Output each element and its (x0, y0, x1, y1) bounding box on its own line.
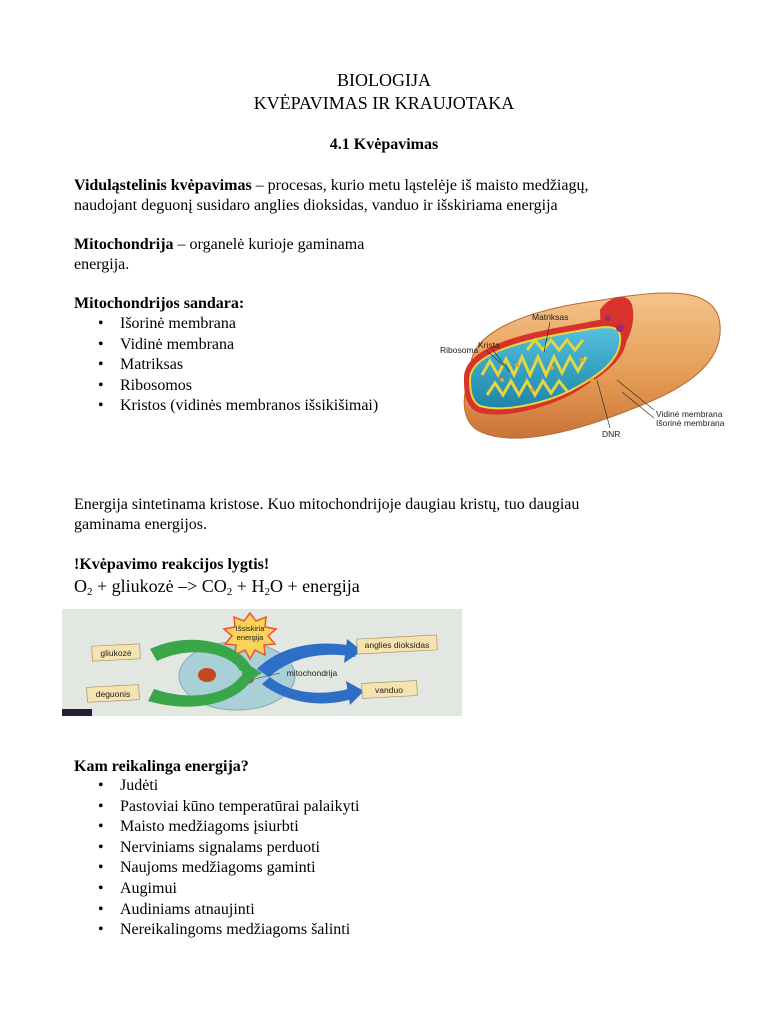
eq-h-sub: 2 (264, 586, 270, 598)
definition-mitochondria-line2: energija. (74, 256, 130, 273)
definition-mitochondria-line1 (74, 235, 364, 255)
label-ribosome: Ribosoma (440, 345, 479, 355)
list-item: • Pastoviai kūno temperatūrai palaikyti (74, 797, 360, 818)
structure-heading: Mitochondrijos sandara: (74, 295, 245, 312)
list-item: • Nereikalingoms medžiagoms šalinti (74, 920, 360, 941)
term-respiration: Viduląstelinis kvėpavimas (74, 177, 252, 194)
definition-mitochondria (74, 235, 364, 275)
figure-corner-mark (62, 709, 92, 716)
energy-label-line2: energija (236, 633, 264, 642)
eq-co-sub: 2 (226, 586, 233, 598)
label-outer-membrane: Išorinė membrana (656, 418, 725, 428)
list-item: • Maisto medžiagoms įsiurbti (74, 817, 360, 838)
label-inner-membrane: Vidinė membrana (656, 409, 723, 419)
energy-label-line1: Išsiskiria (235, 624, 265, 633)
term-mitochondria: Mitochondrija (74, 236, 174, 253)
eq-o-sub: 2 (87, 586, 93, 598)
eq-o: O (74, 576, 87, 596)
doc-title-line2: KVĖPAVIMAS IR KRAUJOTAKA (253, 93, 515, 113)
list-item: • Ribosomos (74, 376, 378, 397)
respiration-diagram (62, 609, 462, 716)
co2-label: anglies dioksidas (364, 640, 430, 650)
eq-part3: O + energija (269, 576, 360, 596)
definition-respiration-line1 (74, 176, 588, 196)
equation-line (74, 575, 360, 597)
definition-respiration-text: – procesas, kurio metu ląstelėje iš maisto medžiagų, (251, 177, 589, 194)
label-dna: DNR (602, 429, 621, 439)
list-item: • Išorinė membrana (74, 314, 378, 335)
list-item: • Nerviniams signalams perduoti (74, 838, 360, 859)
label-matrix: Matriksas (532, 312, 569, 322)
list-item: • Matriksas (74, 355, 378, 376)
uses-heading: Kam reikalinga energija? (74, 758, 249, 775)
definition-respiration (74, 176, 588, 216)
energy-note-line1: Energija sintetinama kristose. Kuo mitochondrijoje daugiau kristų, tuo daugiau (74, 496, 580, 513)
section-heading: 4.1 Kvėpavimas (329, 136, 439, 153)
nucleus (198, 668, 216, 682)
definition-mitochondria-text: – organelė kurioje gaminama (173, 236, 365, 253)
list-item: • Audiniams atnaujinti (74, 900, 360, 921)
mitochondrion-illustration (432, 280, 732, 455)
list-item: • Naujoms medžiagoms gaminti (74, 858, 360, 879)
list-item: • Kristos (vidinės membranos išsikišimai) (74, 396, 378, 417)
eq-part2: + H (232, 576, 265, 596)
list-item: • Judėti (74, 776, 360, 797)
energy-note (74, 495, 579, 535)
doc-title-line1: BIOLOGIJA (337, 70, 431, 90)
structure-list (74, 314, 378, 417)
glucose-label: gliukozė (100, 648, 132, 658)
list-item: • Vidinė membrana (74, 335, 378, 356)
uses-list (74, 776, 360, 941)
mito-label: mitochondrija (286, 668, 338, 678)
water-label: vanduo (375, 685, 403, 695)
dna-dot (616, 324, 624, 332)
list-item: • Augimui (74, 879, 360, 900)
oxygen-label: deguonis (95, 689, 131, 699)
equation-heading: !Kvėpavimo reakcijos lygtis! (74, 556, 270, 573)
definition-respiration-line2: naudojant deguonį susidaro anglies dioksidas, vanduo ir išskiriama energija (74, 197, 558, 214)
energy-note-line2: gaminama energijos. (74, 516, 207, 533)
label-crista: Krista (478, 340, 500, 350)
eq-part1: + gliukozė –> CO (92, 576, 227, 596)
